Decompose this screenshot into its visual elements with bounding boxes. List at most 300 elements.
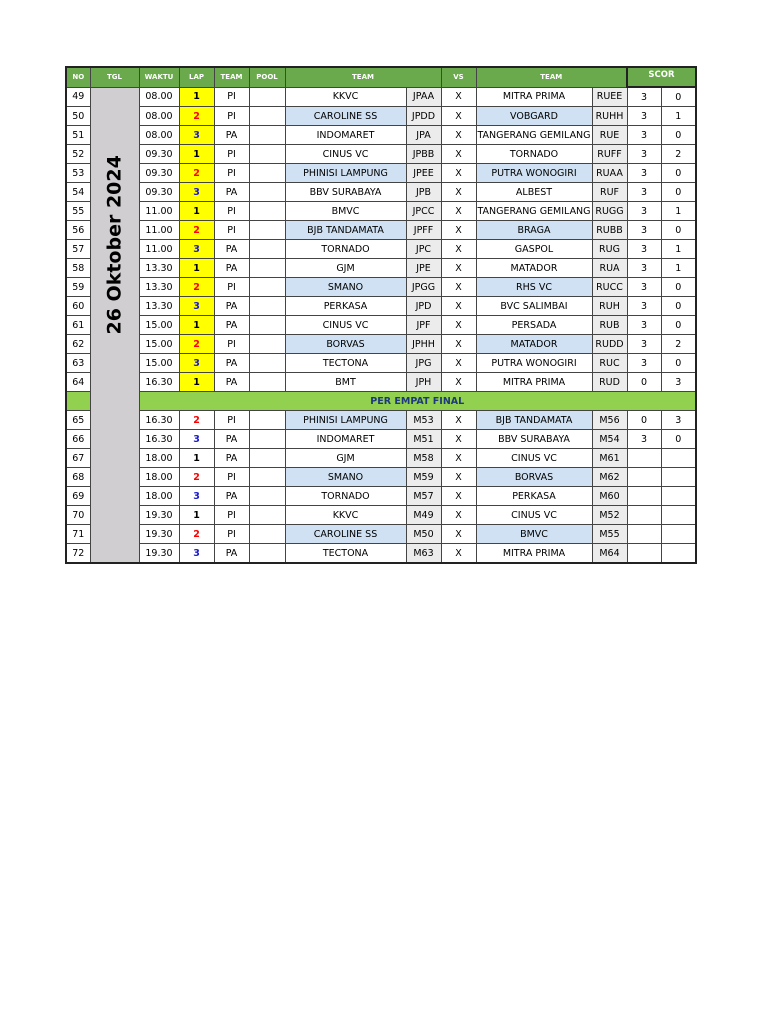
score-team-b [661, 449, 696, 468]
date-cell [90, 87, 139, 563]
team-group: PI [214, 221, 249, 240]
team-b-code: RUG [592, 240, 627, 259]
match-number: 49 [66, 87, 90, 107]
match-time: 11.00 [139, 202, 179, 221]
team-a-code: JPFF [406, 221, 441, 240]
pool-cell [249, 335, 285, 354]
team-b-code: M52 [592, 506, 627, 525]
score-team-b: 1 [661, 259, 696, 278]
vs-label: X [441, 430, 476, 449]
match-time: 16.30 [139, 430, 179, 449]
team-group: PA [214, 259, 249, 278]
team-a-code: JPG [406, 354, 441, 373]
team-a-name: CINUS VC [285, 145, 406, 164]
score-team-a [627, 468, 661, 487]
match-time: 13.30 [139, 259, 179, 278]
team-group: PI [214, 164, 249, 183]
table-row [66, 126, 696, 145]
team-a-name: BORVAS [285, 335, 406, 354]
court-number: 2 [179, 278, 214, 297]
team-group: PA [214, 126, 249, 145]
court-number: 3 [179, 544, 214, 564]
pool-cell [249, 544, 285, 564]
team-a-code: JPB [406, 183, 441, 202]
team-a-name: KKVC [285, 87, 406, 107]
team-group: PI [214, 87, 249, 107]
team-b-name: ALBEST [476, 183, 592, 202]
match-time: 08.00 [139, 126, 179, 145]
team-a-name: BJB TANDAMATA [285, 221, 406, 240]
team-b-code: M55 [592, 525, 627, 544]
match-time: 09.30 [139, 183, 179, 202]
team-a-name: TORNADO [285, 487, 406, 506]
team-b-code: RUEE [592, 87, 627, 107]
team-a-code: JPEE [406, 164, 441, 183]
vs-label: X [441, 316, 476, 335]
pool-cell [249, 487, 285, 506]
score-team-a: 0 [627, 373, 661, 392]
team-a-code: M51 [406, 430, 441, 449]
header-scor: SCOR [627, 67, 696, 87]
score-team-b: 1 [661, 240, 696, 259]
team-b-code: RUAA [592, 164, 627, 183]
team-a-name: CINUS VC [285, 316, 406, 335]
team-a-code: JPE [406, 259, 441, 278]
match-number: 56 [66, 221, 90, 240]
score-team-b: 2 [661, 335, 696, 354]
match-number: 71 [66, 525, 90, 544]
court-number: 1 [179, 87, 214, 107]
team-a-code: M49 [406, 506, 441, 525]
match-date: 26 Oktober 2024 [103, 155, 125, 335]
table-row [66, 164, 696, 183]
match-time: 08.00 [139, 87, 179, 107]
court-number: 3 [179, 240, 214, 259]
match-time: 19.30 [139, 525, 179, 544]
team-a-name: SMANO [285, 468, 406, 487]
match-time: 16.30 [139, 373, 179, 392]
pool-cell [249, 107, 285, 126]
header-no: NO [66, 67, 90, 87]
match-time: 13.30 [139, 297, 179, 316]
team-b-name: PUTRA WONOGIRI [476, 164, 592, 183]
score-team-a: 3 [627, 430, 661, 449]
team-b-name: TORNADO [476, 145, 592, 164]
score-team-a [627, 525, 661, 544]
pool-cell [249, 87, 285, 107]
score-team-b [661, 468, 696, 487]
team-a-name: CAROLINE SS [285, 107, 406, 126]
court-number: 2 [179, 164, 214, 183]
match-time: 19.30 [139, 544, 179, 564]
team-b-code: M60 [592, 487, 627, 506]
table-row [66, 87, 696, 107]
team-a-name: PHINISI LAMPUNG [285, 411, 406, 430]
team-b-code: RUB [592, 316, 627, 335]
match-time: 08.00 [139, 107, 179, 126]
team-b-code: RUH [592, 297, 627, 316]
score-team-b: 0 [661, 297, 696, 316]
team-b-name: BORVAS [476, 468, 592, 487]
score-team-b: 0 [661, 430, 696, 449]
team-a-name: KKVC [285, 506, 406, 525]
team-a-name: GJM [285, 259, 406, 278]
team-a-name: INDOMARET [285, 126, 406, 145]
table-row [66, 278, 696, 297]
team-a-code: M50 [406, 525, 441, 544]
team-a-code: M58 [406, 449, 441, 468]
match-time: 16.30 [139, 411, 179, 430]
court-number: 3 [179, 430, 214, 449]
match-number: 52 [66, 145, 90, 164]
score-team-b [661, 544, 696, 564]
vs-label: X [441, 126, 476, 145]
vs-label: X [441, 544, 476, 564]
match-number: 50 [66, 107, 90, 126]
team-b-name: CINUS VC [476, 449, 592, 468]
pool-cell [249, 525, 285, 544]
team-b-code: RUD [592, 373, 627, 392]
vs-label: X [441, 259, 476, 278]
match-time: 15.00 [139, 316, 179, 335]
team-b-code: RUF [592, 183, 627, 202]
pool-cell [249, 411, 285, 430]
court-number: 2 [179, 221, 214, 240]
pool-cell [249, 373, 285, 392]
court-number: 1 [179, 506, 214, 525]
pool-cell [249, 316, 285, 335]
team-a-code: M59 [406, 468, 441, 487]
match-number: 70 [66, 506, 90, 525]
team-b-name: PERKASA [476, 487, 592, 506]
team-group: PI [214, 202, 249, 221]
team-a-name: PHINISI LAMPUNG [285, 164, 406, 183]
vs-label: X [441, 449, 476, 468]
pool-cell [249, 221, 285, 240]
score-team-b: 1 [661, 107, 696, 126]
score-team-b: 0 [661, 183, 696, 202]
stage-label: PER EMPAT FINAL [139, 392, 696, 411]
team-b-name: TANGERANG GEMILANG [476, 126, 592, 145]
match-number: 68 [66, 468, 90, 487]
pool-cell [249, 164, 285, 183]
table-row [66, 221, 696, 240]
team-b-code: M62 [592, 468, 627, 487]
team-group: PA [214, 449, 249, 468]
score-team-b [661, 506, 696, 525]
match-number: 53 [66, 164, 90, 183]
team-b-name: MATADOR [476, 335, 592, 354]
team-b-name: TANGERANG GEMILANG [476, 202, 592, 221]
score-team-a: 3 [627, 164, 661, 183]
separator-cell [66, 392, 90, 411]
score-team-a: 3 [627, 221, 661, 240]
team-a-code: M63 [406, 544, 441, 564]
match-number: 57 [66, 240, 90, 259]
court-number: 1 [179, 316, 214, 335]
score-team-a: 3 [627, 126, 661, 145]
court-number: 3 [179, 487, 214, 506]
score-team-a: 3 [627, 240, 661, 259]
team-a-name: PERKASA [285, 297, 406, 316]
stage-separator-row [66, 392, 696, 411]
team-b-name: BBV SURABAYA [476, 430, 592, 449]
vs-label: X [441, 202, 476, 221]
team-b-code: M56 [592, 411, 627, 430]
score-team-b: 0 [661, 354, 696, 373]
team-b-name: BVC SALIMBAI [476, 297, 592, 316]
match-number: 72 [66, 544, 90, 564]
court-number: 1 [179, 259, 214, 278]
header-waktu: WAKTU [139, 67, 179, 87]
score-team-b [661, 525, 696, 544]
score-team-a: 3 [627, 259, 661, 278]
team-group: PA [214, 487, 249, 506]
score-team-b: 0 [661, 278, 696, 297]
team-a-name: TORNADO [285, 240, 406, 259]
table-row [66, 411, 696, 430]
table-row [66, 373, 696, 392]
match-number: 66 [66, 430, 90, 449]
match-time: 18.00 [139, 468, 179, 487]
score-team-b: 0 [661, 164, 696, 183]
team-a-code: JPDD [406, 107, 441, 126]
vs-label: X [441, 506, 476, 525]
score-team-a [627, 487, 661, 506]
table-row [66, 506, 696, 525]
vs-label: X [441, 164, 476, 183]
score-team-a: 3 [627, 335, 661, 354]
team-a-name: BMVC [285, 202, 406, 221]
team-group: PA [214, 240, 249, 259]
team-group: PA [214, 183, 249, 202]
header-team: TEAM [214, 67, 249, 87]
match-time: 09.30 [139, 145, 179, 164]
team-a-code: M53 [406, 411, 441, 430]
team-a-name: INDOMARET [285, 430, 406, 449]
score-team-a: 3 [627, 278, 661, 297]
court-number: 1 [179, 145, 214, 164]
team-b-name: BMVC [476, 525, 592, 544]
team-a-name: BBV SURABAYA [285, 183, 406, 202]
header-pool: POOL [249, 67, 285, 87]
team-group: PA [214, 544, 249, 564]
match-time: 15.00 [139, 335, 179, 354]
vs-label: X [441, 525, 476, 544]
match-time: 18.00 [139, 487, 179, 506]
vs-label: X [441, 87, 476, 107]
table-row [66, 183, 696, 202]
match-number: 59 [66, 278, 90, 297]
team-a-name: CAROLINE SS [285, 525, 406, 544]
team-b-name: GASPOL [476, 240, 592, 259]
match-number: 64 [66, 373, 90, 392]
court-number: 2 [179, 411, 214, 430]
score-team-a [627, 544, 661, 564]
header-lap: LAP [179, 67, 214, 87]
team-group: PI [214, 506, 249, 525]
team-a-code: JPA [406, 126, 441, 145]
match-number: 51 [66, 126, 90, 145]
pool-cell [249, 259, 285, 278]
match-number: 63 [66, 354, 90, 373]
team-a-code: JPCC [406, 202, 441, 221]
vs-label: X [441, 335, 476, 354]
team-b-code: M61 [592, 449, 627, 468]
court-number: 1 [179, 449, 214, 468]
team-a-code: JPHH [406, 335, 441, 354]
court-number: 2 [179, 525, 214, 544]
score-team-a: 3 [627, 316, 661, 335]
pool-cell [249, 449, 285, 468]
team-group: PI [214, 411, 249, 430]
team-b-code: M54 [592, 430, 627, 449]
team-b-code: RUGG [592, 202, 627, 221]
team-b-name: BJB TANDAMATA [476, 411, 592, 430]
table-row [66, 145, 696, 164]
team-a-code: JPBB [406, 145, 441, 164]
header-tgl: TGL [90, 67, 139, 87]
team-b-name: CINUS VC [476, 506, 592, 525]
match-number: 55 [66, 202, 90, 221]
table-row [66, 449, 696, 468]
team-b-code: RUHH [592, 107, 627, 126]
table-row [66, 240, 696, 259]
match-time: 19.30 [139, 506, 179, 525]
score-team-b: 0 [661, 316, 696, 335]
team-b-name: MITRA PRIMA [476, 544, 592, 564]
court-number: 3 [179, 126, 214, 145]
team-a-code: JPGG [406, 278, 441, 297]
table-row [66, 297, 696, 316]
team-a-code: JPAA [406, 87, 441, 107]
team-b-name: PERSADA [476, 316, 592, 335]
team-b-code: RUBB [592, 221, 627, 240]
pool-cell [249, 430, 285, 449]
match-number: 60 [66, 297, 90, 316]
team-b-name: MITRA PRIMA [476, 373, 592, 392]
team-group: PA [214, 373, 249, 392]
table-row [66, 259, 696, 278]
team-b-code: RUE [592, 126, 627, 145]
team-a-code: M57 [406, 487, 441, 506]
team-group: PA [214, 316, 249, 335]
score-team-b: 3 [661, 373, 696, 392]
team-b-code: RUDD [592, 335, 627, 354]
team-b-code: RUFF [592, 145, 627, 164]
vs-label: X [441, 278, 476, 297]
team-b-code: M64 [592, 544, 627, 564]
team-b-code: RUC [592, 354, 627, 373]
table-row [66, 354, 696, 373]
score-team-a: 0 [627, 411, 661, 430]
team-a-name: TECTONA [285, 354, 406, 373]
vs-label: X [441, 183, 476, 202]
table-row [66, 468, 696, 487]
match-number: 54 [66, 183, 90, 202]
team-group: PA [214, 354, 249, 373]
court-number: 2 [179, 468, 214, 487]
score-team-a: 3 [627, 87, 661, 107]
vs-label: X [441, 240, 476, 259]
team-a-name: GJM [285, 449, 406, 468]
team-a-name: BMT [285, 373, 406, 392]
pool-cell [249, 278, 285, 297]
match-time: 18.00 [139, 449, 179, 468]
match-number: 58 [66, 259, 90, 278]
pool-cell [249, 202, 285, 221]
score-team-b: 0 [661, 221, 696, 240]
score-team-a: 3 [627, 183, 661, 202]
vs-label: X [441, 373, 476, 392]
team-b-code: RUCC [592, 278, 627, 297]
team-b-code: RUA [592, 259, 627, 278]
court-number: 3 [179, 354, 214, 373]
team-b-name: MATADOR [476, 259, 592, 278]
vs-label: X [441, 297, 476, 316]
table-row [66, 544, 696, 564]
court-number: 2 [179, 107, 214, 126]
table-row [66, 202, 696, 221]
table-row [66, 107, 696, 126]
team-a-name: SMANO [285, 278, 406, 297]
team-a-code: JPH [406, 373, 441, 392]
team-group: PA [214, 430, 249, 449]
table-row [66, 487, 696, 506]
court-number: 1 [179, 202, 214, 221]
match-number: 69 [66, 487, 90, 506]
vs-label: X [441, 354, 476, 373]
team-b-name: MITRA PRIMA [476, 87, 592, 107]
table-header [66, 67, 696, 87]
pool-cell [249, 506, 285, 525]
table-row [66, 430, 696, 449]
court-number: 2 [179, 335, 214, 354]
score-team-a [627, 449, 661, 468]
team-a-code: JPC [406, 240, 441, 259]
header-team-a: TEAM [285, 67, 441, 87]
pool-cell [249, 468, 285, 487]
pool-cell [249, 240, 285, 259]
table-row [66, 525, 696, 544]
score-team-a [627, 506, 661, 525]
pool-cell [249, 354, 285, 373]
match-time: 09.30 [139, 164, 179, 183]
score-team-a: 3 [627, 107, 661, 126]
match-number: 67 [66, 449, 90, 468]
team-group: PI [214, 145, 249, 164]
team-group: PI [214, 525, 249, 544]
pool-cell [249, 183, 285, 202]
team-group: PI [214, 335, 249, 354]
table-row [66, 335, 696, 354]
score-team-a: 3 [627, 202, 661, 221]
score-team-b: 2 [661, 145, 696, 164]
match-time: 13.30 [139, 278, 179, 297]
header-vs: VS [441, 67, 476, 87]
team-b-name: BRAGA [476, 221, 592, 240]
score-team-b [661, 487, 696, 506]
court-number: 3 [179, 183, 214, 202]
header-team-b: TEAM [476, 67, 627, 87]
score-team-a: 3 [627, 145, 661, 164]
team-a-name: TECTONA [285, 544, 406, 564]
score-team-a: 3 [627, 297, 661, 316]
vs-label: X [441, 107, 476, 126]
pool-cell [249, 126, 285, 145]
vs-label: X [441, 487, 476, 506]
pool-cell [249, 145, 285, 164]
